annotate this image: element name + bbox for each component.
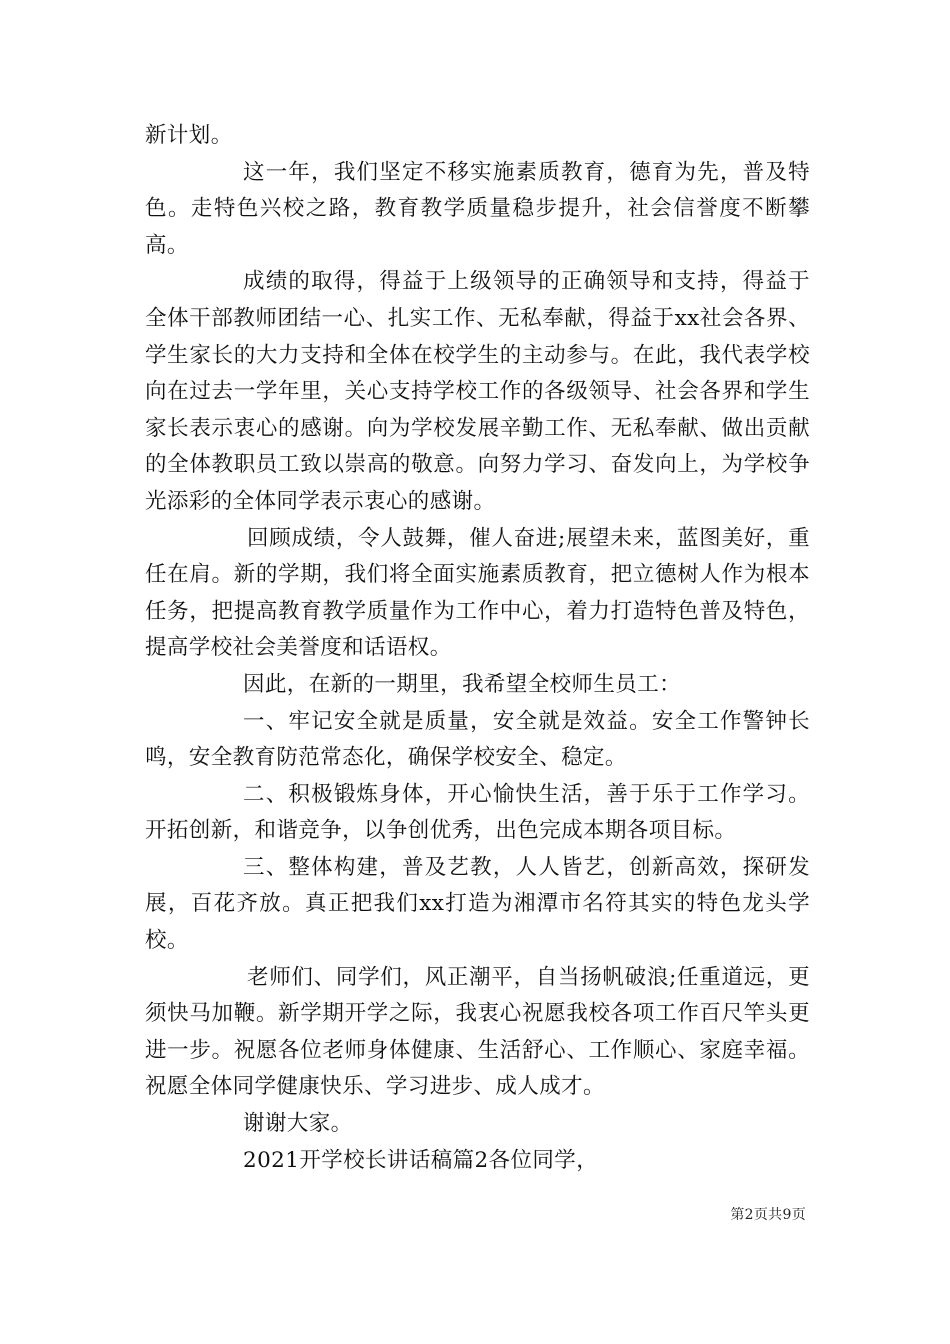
paragraph-thanks: 成绩的取得，得益于上级领导的正确领导和支持，得益于全体干部教师团结一心、扎实工作、无私奉献，得益于xx社会各界、学生家长的大力支持和全体在校学生的主动参与。在此，我代表学校向在过去一学年里，关心支持学校工作的各级领导、社会各界和学生家长表示衷心的感谢。向为学校发展辛勤工作、无私奉献、做出贡献的全体教职员工致以崇高的敬意。向努力学习、奋发向上，为学校争光添彩的全体同学表示衷心的感谢。 <box>145 269 810 514</box>
paragraph-hope-3: 三、整体构建，普及艺教，人人皆艺，创新高效，探研发展，百花齐放。真正把我们xx打造为湘潭市名符其实的特色龙头学校。 <box>145 854 810 954</box>
paragraph-hopes-intro: 因此，在新的一期里，我希望全校师生员工： <box>243 671 682 697</box>
paragraph-outlook: 回顾成绩，令人鼓舞，催人奋进;展望未来，蓝图美好，重任在肩。新的学期，我们将全面实施素质教育，把立德树人作为根本任务，把提高教育教学质量作为工作中心，着力打造特色普及特色，提高学校社会美誉度和话语权。 <box>145 525 810 661</box>
paragraph-hope-2: 二、积极锻炼身体，开心愉快生活，善于乐于工作学习。开拓创新，和谐竞争，以争创优秀，出色完成本期各项目标。 <box>145 781 810 844</box>
paragraph-achievements: 这一年，我们坚定不移实施素质教育，德育为先，普及特色。走特色兴校之路，教育教学质量稳步提升，社会信誉度不断攀高。 <box>145 159 810 258</box>
document-body <box>145 118 810 1179</box>
paragraph-continuation: 新计划。 <box>145 123 233 148</box>
paragraph-hope-1: 一、牢记安全就是质量，安全就是效益。安全工作警钟长鸣，安全教育防范常态化，确保学校安全、稳定。 <box>145 708 810 771</box>
paragraph-next-section: 2021开学校长讲话稿篇2各位同学， <box>243 1147 599 1173</box>
page-number: 第2页共9页 <box>730 1207 806 1223</box>
paragraph-closing-wishes: 老师们、同学们，风正潮平，自当扬帆破浪;任重道远，更须快马加鞭。新学期开学之际，我衷心祝愿我校各项工作百尺竿头更进一步。祝愿各位老师身体健康、生活舒心、工作顺心、家庭幸福。祝愿全体同学健康快乐、学习进步、成人成才。 <box>145 964 810 1100</box>
paragraph-thank-you: 谢谢大家。 <box>243 1111 353 1137</box>
